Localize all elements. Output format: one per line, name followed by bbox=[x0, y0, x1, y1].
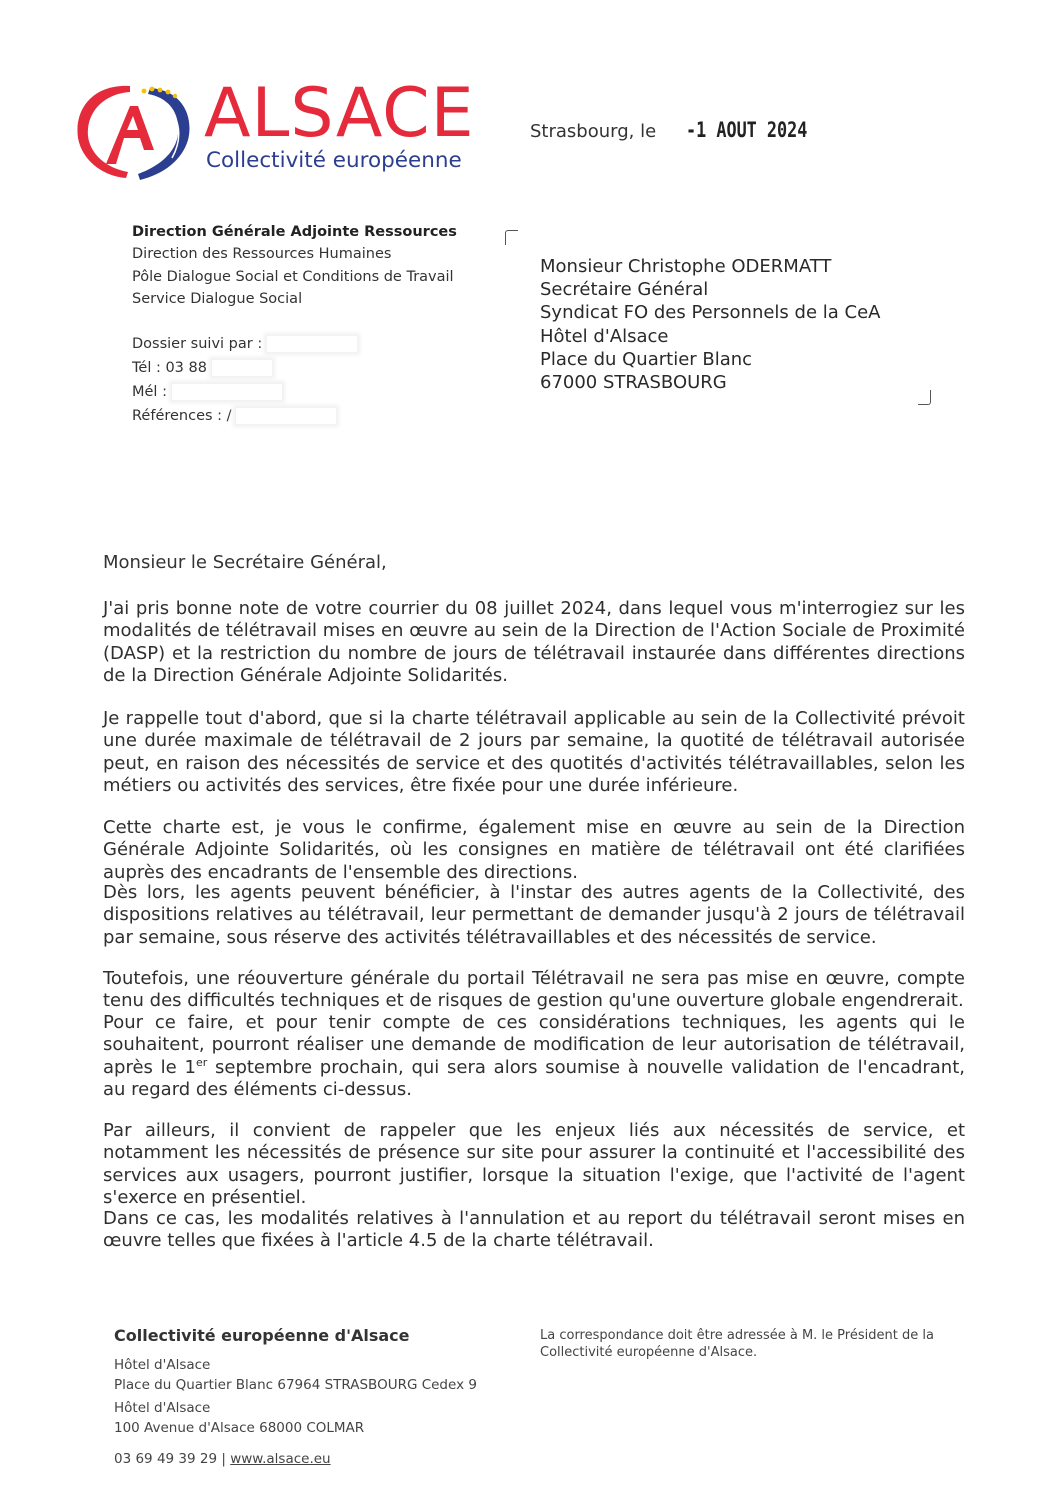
paragraph-4b-end: septembre prochain, qui sera alors soumise à nouvelle validation de l'encadrant, au regard des éléments ci-dessus. bbox=[103, 1056, 965, 1101]
logo-tagline: Collectivité européenne bbox=[206, 148, 462, 173]
sender-line: Direction des Ressources Humaines bbox=[132, 246, 392, 263]
paragraph-1: J'ai pris bonne note de votre courrier du 08 juillet 2024, dans lequel vous m'interrogiez sur les modalités de télétravail mises en œuvre au sein de la Direction de l'Action Sociale de Proximité (DASP) et la restriction du nombre de jours de télétravail instaurée dans différentes directions de la Direction Générale Adjointe Solidarités. bbox=[103, 598, 965, 687]
contact-references bbox=[132, 404, 357, 428]
paragraph-5b: Dans ce cas, les modalités relatives à l'annulation et au report du télétravail seront mises en œuvre telles que fixées à l'article 4.5 de la charte télétravail. bbox=[103, 1208, 965, 1252]
redaction bbox=[212, 360, 272, 376]
ordinal-superscript: er bbox=[195, 1055, 208, 1069]
recipient-organization: Syndicat FO des Personnels de la CeA bbox=[540, 302, 881, 324]
recipient-city: 67000 STRASBOURG bbox=[540, 372, 727, 394]
contact-tel bbox=[132, 356, 357, 380]
sender-line: Pôle Dialogue Social et Conditions de Travail bbox=[132, 268, 454, 285]
date-label: Strasbourg, le bbox=[530, 121, 657, 142]
footer-address bbox=[114, 1326, 477, 1469]
contact-mail bbox=[132, 380, 357, 404]
footer-website-link[interactable]: www.alsace.eu bbox=[230, 1451, 331, 1467]
paragraph-4b-start: Pour ce faire, et pour tenir compte de ces considérations techniques, les agents qui le souhaitent, pourront réaliser une demande de modification de leur autorisation de télétravail, après le 1 bbox=[103, 1012, 965, 1078]
contact-references-label: Références : / bbox=[132, 408, 232, 424]
date-stamp: -1 AOUT 2024 bbox=[685, 118, 808, 142]
footer-phone: 03 69 49 39 29 bbox=[114, 1451, 218, 1467]
contact-block bbox=[132, 332, 357, 428]
contact-tel-label: Tél : 03 88 bbox=[132, 360, 207, 376]
salutation: Monsieur le Secrétaire Général, bbox=[103, 552, 387, 573]
sender-direction: Direction Générale Adjointe Ressources bbox=[132, 224, 457, 240]
recipient-name: Monsieur Christophe ODERMATT bbox=[540, 256, 832, 277]
footer-address-1-name: Hôtel d'Alsace bbox=[114, 1357, 211, 1373]
footer-separator: | bbox=[221, 1451, 226, 1467]
footer-address-2-name: Hôtel d'Alsace bbox=[114, 1400, 211, 1416]
redaction bbox=[172, 384, 282, 400]
sender-block bbox=[132, 221, 457, 310]
contact-followed-by bbox=[132, 332, 357, 356]
footer-contact bbox=[114, 1449, 477, 1469]
alsace-heart-logo-icon bbox=[72, 80, 202, 180]
footer-org: Collectivité européenne d'Alsace bbox=[114, 1326, 410, 1345]
alsace-logo bbox=[72, 74, 475, 180]
footer-address-1-line: Place du Quartier Blanc 67964 STRASBOURG Cedex 9 bbox=[114, 1377, 477, 1393]
logo-wordmark: ALSACE bbox=[204, 74, 475, 153]
contact-mail-label: Mél : bbox=[132, 384, 167, 400]
recipient-block bbox=[540, 255, 880, 394]
paragraph-3b: Dès lors, les agents peuvent bénéficier, à l'instar des autres agents de la Collectivité, des dispositions relatives au télétravail, leur permettant de demander jusqu'à 2 jours de télétravail par semaine, sous réserve des activités télétravaillables et des nécessités de service. bbox=[103, 882, 965, 948]
contact-followed-by-label: Dossier suivi par : bbox=[132, 336, 263, 352]
recipient-street: Place du Quartier Blanc bbox=[540, 348, 753, 370]
redaction bbox=[236, 408, 336, 424]
address-bracket-bottom-right bbox=[918, 390, 931, 405]
redaction bbox=[267, 336, 357, 352]
date-line bbox=[530, 118, 838, 142]
footer-address-2-line: 100 Avenue d'Alsace 68000 COLMAR bbox=[114, 1420, 365, 1436]
paragraph-5a: Par ailleurs, il convient de rappeler que les enjeux liés aux nécessités de service, et notamment les nécessités de présence sur site pour assurer la continuité et l'accessibilité des services aux usagers, pourront justifier, lorsque la situation l'exige, que l'activité de l'agent s'exerce en présentiel. bbox=[103, 1120, 965, 1209]
paragraph-3a: Cette charte est, je vous le confirme, également mise en œuvre au sein de la Direction Générale Adjointe Solidarités, où les consignes en matière de télétravail ont été clarifiées auprès des encadrants de l'ensemble des directions. bbox=[103, 817, 965, 883]
paragraph-4a: Toutefois, une réouverture générale du portail Télétravail ne sera pas mise en œuvre, compte tenu des difficultés techniques et de risques de gestion qu'une ouverture globale engendrerait. bbox=[103, 968, 965, 1012]
sender-line: Service Dialogue Social bbox=[132, 290, 303, 307]
footer-correspondence-note: La correspondance doit être adressée à M. le Président de la Collectivité européenne d'Alsace. bbox=[540, 1328, 934, 1360]
recipient-title: Secrétaire Général bbox=[540, 279, 709, 301]
paragraph-2: Je rappelle tout d'abord, que si la charte télétravail applicable au sein de la Collectivité prévoit une durée maximale de télétravail de 2 jours par semaine, la quotité de télétravail autorisée peut, en raison des nécessités de service et des quotités d'activités télétravaillables, selon les métiers ou activités des services, être fixée pour une durée inférieure. bbox=[103, 708, 965, 797]
address-bracket-top-left bbox=[505, 230, 518, 245]
recipient-building: Hôtel d'Alsace bbox=[540, 325, 669, 347]
paragraph-4b bbox=[103, 1012, 965, 1102]
